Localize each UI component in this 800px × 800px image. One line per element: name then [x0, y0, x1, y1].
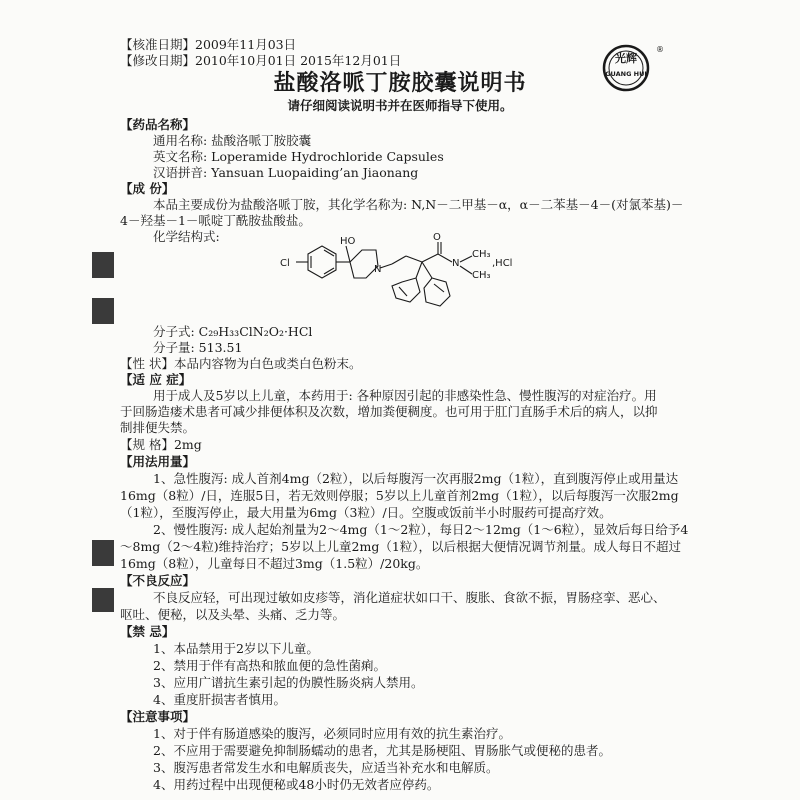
ingredients-line2: 4－羟基－1－哌啶丁酰胺盐酸盐。: [120, 213, 311, 228]
ingredients-line1: 本品主要成份为盐酸洛哌丁胺，其化学名称为: N,N－二甲基－α，α－二苯基－4－(对氯苯基)－: [153, 197, 684, 212]
adverse-header: 【不良反应】: [120, 573, 196, 588]
contra-item: 1、本品禁用于2岁以下儿童。: [153, 641, 319, 656]
molecular-formula: 分子式: C₂₉H₃₃ClN₂O₂·HCl: [153, 324, 313, 339]
english-name: 英文名称: Loperamide Hydrochloride Capsules: [153, 149, 444, 164]
contra-header: 【禁 忌】: [120, 624, 175, 639]
mol-hcl: ,HCl: [492, 258, 513, 269]
dosage-line2: 16mg（8粒）/日，连服5日，若无效则停服；5岁以上儿童首剂2mg（1粒），以后每腹泻一次服2mg: [120, 488, 679, 503]
dosage-line4: 2、慢性腹泻: 成人起始剂量为2～4mg（1～2粒），每日2～12mg（1～6粒），显效后每日给予4: [153, 522, 689, 537]
approval-date: 【核准日期】2009年11月03日: [120, 37, 297, 52]
dosage-header: 【用法用量】: [120, 454, 196, 469]
dosage-line1: 1、急性腹泻: 成人首剂4mg（2粒），以后每腹泻一次再服2mg（1粒），直到腹泻停止或用量达: [153, 471, 679, 486]
adverse-line2: 呕吐、便秘，以及头晕、头痛、乏力等。: [120, 607, 346, 622]
mol-o: O: [433, 232, 441, 243]
precaution-item: 4、用药过程中出现便秘或48小时仍无效者应停药。: [153, 777, 440, 792]
adverse-line1: 不良反应轻，可出现过敏如皮疹等，消化道症状如口干、腹胀、食欲不振，胃肠痉挛、恶心、: [153, 590, 666, 605]
dosage-line6: 16mg（8粒），儿童每日不超过3mg（1.5粒）/20kg。: [120, 556, 429, 571]
precaution-item: 1、对于伴有肠道感染的腹泻，必须同时应用有效的抗生素治疗。: [153, 726, 511, 741]
structure-label: 化学结构式:: [153, 229, 220, 244]
scan-mark: [92, 540, 114, 566]
mol-ch3a: CH₃: [472, 249, 491, 260]
revision-date: 【修改日期】2010年10月01日 2015年12月01日: [120, 53, 402, 68]
chemical-structure: [268, 228, 538, 324]
indications-line3: 制排便失禁。: [120, 420, 196, 435]
contra-item: 4、重度肝损害者慎用。: [153, 692, 286, 707]
dosage-line5: ～8mg（2～4粒)维持治疗；5岁以上儿童2mg（1粒），以后根据大便情况调节剂量。成人每日不超过: [120, 539, 682, 554]
mol-ho: HO: [340, 236, 356, 247]
indications-line1: 用于成人及5岁以上儿童，本药用于: 各种原因引起的非感染性急、慢性腹泻的对症治疗。用: [153, 388, 657, 403]
precautions-header: 【注意事项】: [120, 709, 196, 724]
dosage-line3: （1粒），至腹泻停止，最大用量为6mg（3粒）/日。空腹或饭前半小时服药可提高疗效。: [120, 505, 612, 520]
mol-ch3b: CH₃: [472, 270, 491, 281]
drug-name-header: 【药品名称】: [120, 117, 196, 132]
contra-item: 3、应用广谱抗生素引起的伪膜性肠炎病人禁用。: [153, 675, 424, 690]
scan-mark: [92, 588, 114, 612]
mol-cl: Cl: [280, 258, 290, 269]
precaution-item: 3、腹泻患者常发生水和电解质丧失，应适当补充水和电解质。: [153, 760, 499, 775]
scan-mark: [92, 252, 114, 278]
precaution-item: 2、不应用于需要避免抑制肠蠕动的患者，尤其是肠梗阻、胃肠胀气或便秘的患者。: [153, 743, 611, 758]
ingredients-header: 【成 份】: [120, 181, 175, 196]
logo-text: GUANG HUI: [605, 70, 647, 78]
contra-item: 2、禁用于伴有高热和脓血便的急性菌痢。: [153, 658, 386, 673]
properties-line: 【性 状】本品内容物为白色或类白色粉末。: [120, 356, 362, 371]
spec-line: 【规 格】2mg: [120, 437, 202, 452]
logo-chars: 光辉: [615, 52, 637, 65]
registered-mark: ®: [656, 45, 664, 54]
indications-line2: 于回肠造瘘术患者可减少排便体积及次数，增加粪便稠度。也可用于肛门直肠手术后的病人，以抑: [120, 404, 658, 419]
mol-n2: N: [452, 258, 460, 269]
indications-header: 【适 应 症】: [120, 372, 192, 387]
scan-mark: [92, 298, 114, 324]
generic-name: 通用名称: 盐酸洛哌丁胺胶囊: [153, 133, 312, 148]
document-title: 盐酸洛哌丁胺胶囊说明书: [273, 71, 527, 96]
molecular-weight: 分子量: 513.51: [153, 340, 243, 355]
mol-n1: N: [374, 264, 382, 275]
document-subtitle: 请仔细阅读说明书并在医师指导下使用。: [287, 98, 513, 113]
pinyin-name: 汉语拼音: Yansuan Luopaiding’an Jiaonang: [153, 165, 419, 180]
